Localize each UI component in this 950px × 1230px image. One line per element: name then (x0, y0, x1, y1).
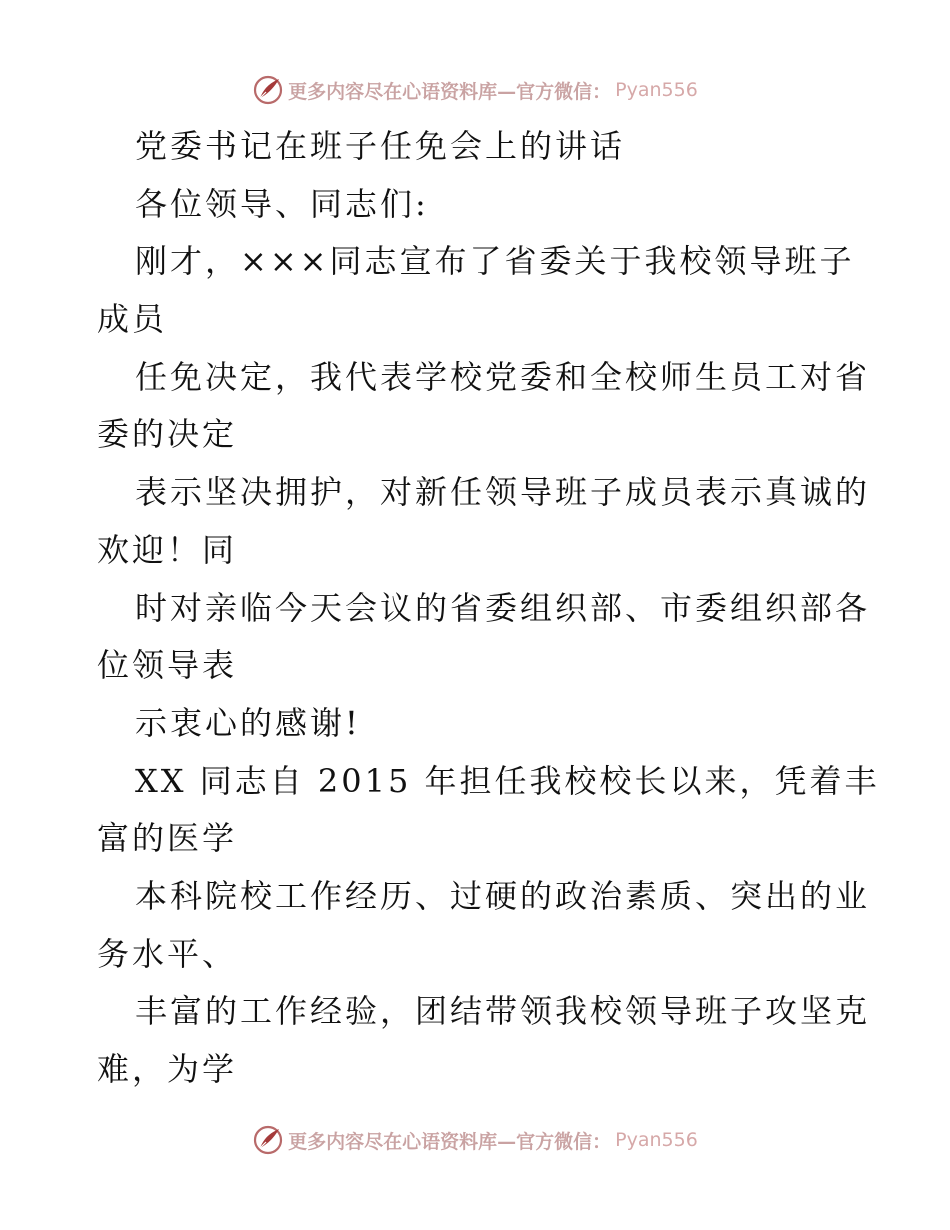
paragraph-line: 位领导表 (97, 646, 238, 685)
paragraph-line: 本科院校工作经历、过硬的政治素质、突出的业 (135, 876, 871, 915)
feather-pen-icon (252, 74, 284, 106)
paragraph-line: 时对亲临今天会议的省委组织部、市委组织部各 (135, 588, 871, 627)
document-body (97, 118, 880, 1099)
watermark-text: 更多内容尽在心语资料库—官方微信： (288, 80, 612, 103)
paragraph-line: XX 同志自 2015 年担任我校校长以来，凭着丰 (135, 761, 880, 800)
paragraph-line: 难，为学 (97, 1050, 238, 1088)
watermark-wechat-id: Pyan556 (615, 79, 698, 101)
paragraph-line: 富的医学 (97, 819, 238, 858)
watermark-wechat-id: Pyan556 (615, 1129, 698, 1151)
paragraph-line: 欢迎！同 (97, 530, 238, 569)
paragraph-line: 委的决定 (97, 415, 238, 454)
watermark-text: 更多内容尽在心语资料库—官方微信： (288, 1130, 612, 1153)
document-title: 党委书记在班子任免会上的讲话 (135, 127, 626, 165)
paragraph-line: 刚才，×××同志宣布了省委关于我校领导班子 (135, 242, 855, 281)
paragraph-line: 表示坚决拥护，对新任领导班子成员表示真诚的 (135, 473, 871, 512)
salutation: 各位领导、同志们: (135, 184, 429, 223)
feather-pen-icon (252, 1124, 284, 1156)
paragraph-line: 示衷心的感谢! (135, 703, 361, 742)
paragraph-line: 丰富的工作经验，团结带领我校领导班子攻坚克 (135, 992, 871, 1031)
paragraph-line: 成员 (97, 300, 168, 339)
paragraph-line: 任免决定，我代表学校党委和全校师生员工对省 (135, 357, 871, 396)
paragraph-line: 务水平、 (97, 934, 238, 973)
footer-watermark (0, 1120, 950, 1160)
header-watermark (0, 70, 950, 110)
